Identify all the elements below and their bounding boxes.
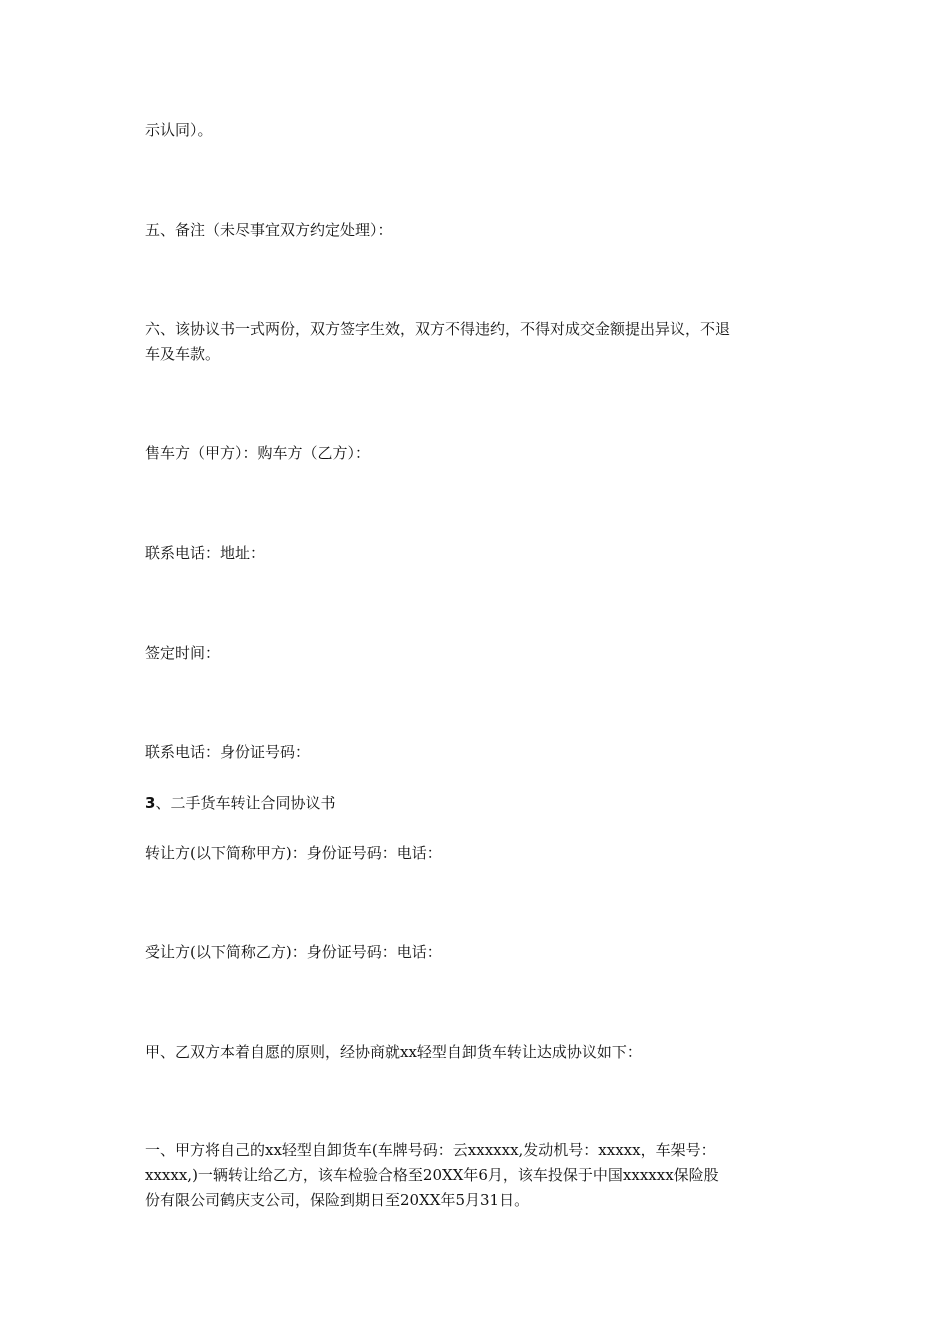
contract-heading-title: 、二手货车转让合同协议书	[155, 794, 336, 812]
clause-one-line-2: xxxxx,)一辆转让给乙方，该车检验合格至20XX年6月，该车投保于中国xxxxxx保险股	[145, 1166, 719, 1184]
agreement-intro-line: 甲、乙双方本着自愿的原则，经协商就xx轻型自卸货车转让达成协议如下：	[145, 1043, 642, 1061]
contact-address-line: 联系电话：地址：	[145, 544, 266, 562]
clause-one-line-1: 一、甲方将自己的xx轻型自卸货车(车牌号码：云xxxxxx,发动机号：xxxxx，车架号：	[145, 1141, 716, 1159]
contact-id-line: 联系电话：身份证号码：	[145, 743, 311, 761]
section-six-line-1: 六、该协议书一式两份，双方签字生效，双方不得违约，不得对成交金额提出异议，不退	[145, 320, 731, 338]
clause-one	[145, 1138, 810, 1213]
transferee-line: 受让方(以下简称乙方)：身份证号码：电话：	[145, 943, 442, 961]
section-five-remarks: 五、备注（未尽事宜双方约定处理）：	[145, 221, 393, 239]
clause-one-line-3: 份有限公司鹤庆支公司，保险到期日至20XX年5月31日。	[145, 1191, 530, 1209]
transferor-line: 转让方(以下简称甲方)：身份证号码：电话：	[145, 844, 442, 862]
seller-buyer-line: 售车方（甲方）：购车方（乙方）：	[145, 444, 371, 462]
section-six-line-2: 车及车款。	[145, 345, 221, 363]
contract-heading-number: 3	[145, 794, 156, 812]
signing-time-line: 签定时间：	[145, 644, 221, 662]
text-line-confirmation: 示认同）。	[145, 121, 213, 139]
contract-heading	[145, 791, 335, 816]
section-six-agreement	[145, 317, 810, 367]
